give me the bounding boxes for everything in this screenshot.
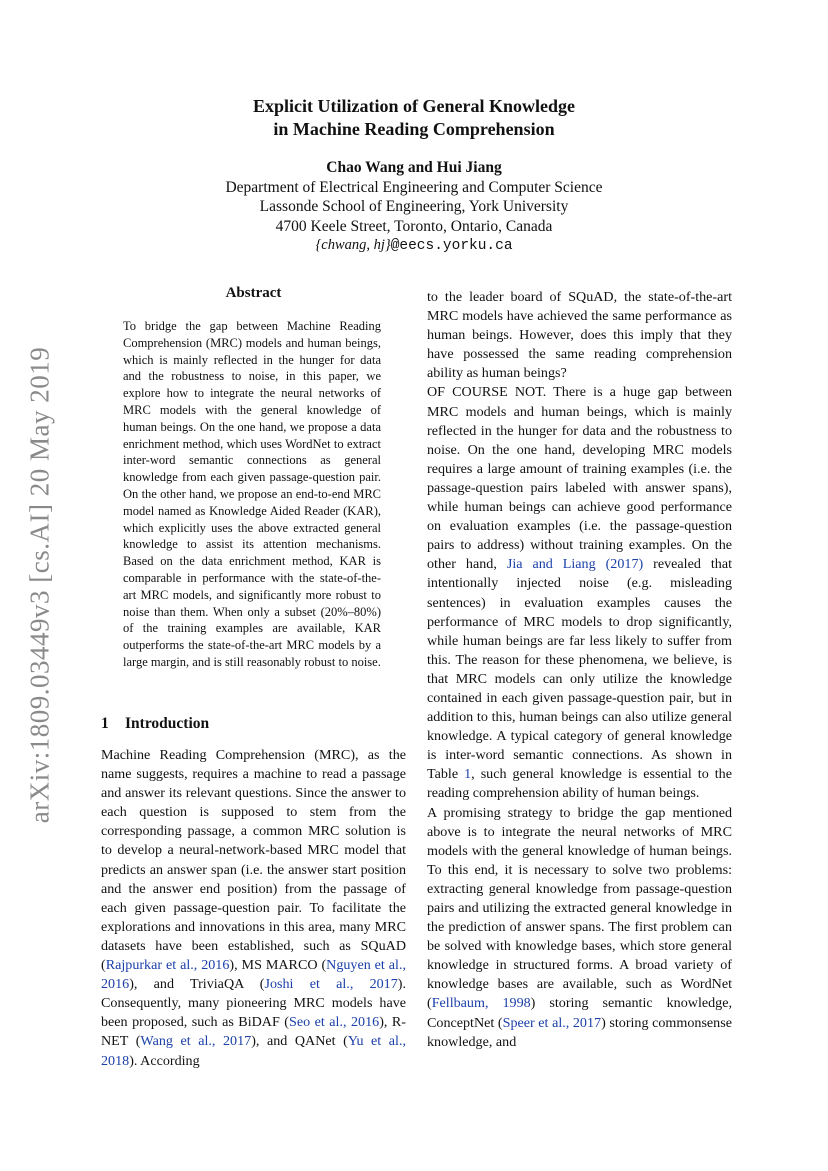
citation-link[interactable]: Nguyen et al., 2016 (101, 957, 406, 993)
abstract-heading: Abstract (225, 285, 282, 301)
intro-text-6: ), and QANet ( (251, 1033, 348, 1050)
title-line-2: in Machine Reading Comprehension (273, 119, 555, 139)
para-text: ) storing commonsense knowledge, and (427, 1014, 732, 1050)
paragraph (427, 383, 732, 803)
paper-title (0, 95, 828, 141)
author-email (0, 236, 828, 257)
affiliation-line-2: Lassonde School of Engineering, York University (259, 198, 569, 215)
arxiv-side-stamp: arXiv:1809.03449v3 [cs.AI] 20 May 2019 (24, 346, 55, 824)
title-line-1: Explicit Utilization of General Knowledge (253, 96, 575, 116)
intro-paragraph (101, 746, 406, 1071)
citation-link[interactable]: Seo et al., 2016 (289, 1014, 380, 1031)
author-names: Chao Wang and Hui Jiang (326, 159, 502, 176)
citation-link[interactable]: Rajpurkar et al., 2016 (105, 957, 230, 974)
intro-text-2: ), MS MARCO ( (229, 957, 327, 974)
section-heading (101, 715, 209, 733)
intro-text-7: ). According (129, 1052, 200, 1069)
citation-link[interactable]: Jia and Liang (2017) (506, 556, 644, 573)
section-number: 1 (101, 715, 109, 732)
affiliation-line-3: 4700 Keele Street, Toronto, Ontario, Canada (275, 217, 553, 235)
paragraph: to the leader board of SQuAD, the state-of-the-art MRC models have achieved the same performance as human beings. However, does this imply that they have possessed the same reading comprehension ability as human beings? (427, 289, 732, 382)
right-column (427, 288, 732, 1052)
citation-link[interactable]: Joshi et al., 2017 (264, 976, 398, 993)
affiliation-line-1: Department of Electrical Engineering and Computer Science (225, 178, 603, 196)
intro-text-1: Machine Reading Comprehension (MRC), as the name suggests, requires a machine to read a passage and answer its relevant questions. Since the answer to each question is supposed to stem from the corresponding passage, a common MRC solution is to develop a neural-network-based MRC model that predicts an answer span (i.e. the answer start position and the answer end position) from the passage of each given passage-question pair. To facilitate the explorations and innovations in this area, many MRC datasets have been established, such as SQuAD ( (101, 747, 406, 974)
para-text: , such general knowledge is essential to the reading comprehension ability of human beings. (427, 766, 732, 802)
paragraph (427, 804, 732, 1052)
citation-link[interactable]: Wang et al., 2017 (140, 1033, 252, 1050)
email-users: {chwang, hj} (315, 237, 391, 253)
intro-text-4: ). Consequently, many pioneering MRC models have been proposed, such as BiDAF ( (101, 976, 406, 1031)
para-text: revealed that intentionally injected noise (e.g. misleading sentences) in evaluation examples causes the performance of MRC models to drop significantly, while human beings are far less likely to suffer from this. The reason for these phenomena, we believe, is that MRC models can only utilize the knowledge contained in each given passage-question pair, but in addition to this, human beings can also utilize general knowledge. A typical category of general knowledge is inter-word semantic connections. As shown in Table (427, 556, 733, 783)
citation-link[interactable]: Speer et al., 2017 (502, 1014, 602, 1031)
para-text: OF COURSE NOT. There is a huge gap between MRC models and human beings, which is mainly reflected in the hunger for data and the robustness to noise. On the one hand, developing MRC models requires a large amount of training examples (i.e. the passage-question pairs labeled with answer spans), while human beings can achieve good performance on evaluation examples (i.e. the passage-question pairs to address) without training examples. On the other hand, (427, 384, 732, 573)
citation-link[interactable]: Fellbaum, 1998 (431, 995, 531, 1012)
table-ref-link[interactable]: 1 (464, 766, 472, 783)
para-text: ) storing semantic knowledge, ConceptNet ( (427, 995, 732, 1031)
abstract-text: To bridge the gap between Machine Reading Comprehension (MRC) models and human beings, which is mainly reflected in the hunger for data and the robustness to noise, in this paper, we explore how to integrate the neural networks of MRC models with the general knowledge of human beings. On the one hand, we propose a data enrichment method, which uses WordNet to extract inter-word semantic connections as general knowledge from each given passage-question pair. On the other hand, we propose an end-to-end MRC model named as Knowledge Aided Reader (KAR), which explicitly uses the above extracted general knowledge to assist its attention mechanisms. Based on the data enrichment method, KAR is comparable in performance with the state-of-the-art MRC models, and significantly more robust to noise than them. When only a subset (20%–80%) of the training examples are available, KAR outperforms the state-of-the-art MRC models by a large margin, and is still reasonably robust to noise. (123, 319, 381, 669)
intro-text-5: ), R-NET ( (101, 1014, 406, 1050)
intro-text-3: ), and TriviaQA ( (129, 976, 265, 993)
author-block (0, 158, 828, 257)
citation-link[interactable]: Yu et al., 2018 (101, 1033, 406, 1069)
email-domain: @eecs.yorku.ca (390, 238, 513, 254)
para-text: A promising strategy to bridge the gap mentioned above is to integrate the neural networks of MRC models with the general knowledge of human beings. To this end, it is necessary to solve two problems: extracting general knowledge from passage-question pairs and utilizing the extracted general knowledge in the prediction of answer spans. The first problem can be solved with knowledge bases, which store general knowledge in structured forms. A broad variety of knowledge bases are available, such as WordNet ( (427, 804, 732, 1012)
section-title: Introduction (125, 715, 210, 732)
